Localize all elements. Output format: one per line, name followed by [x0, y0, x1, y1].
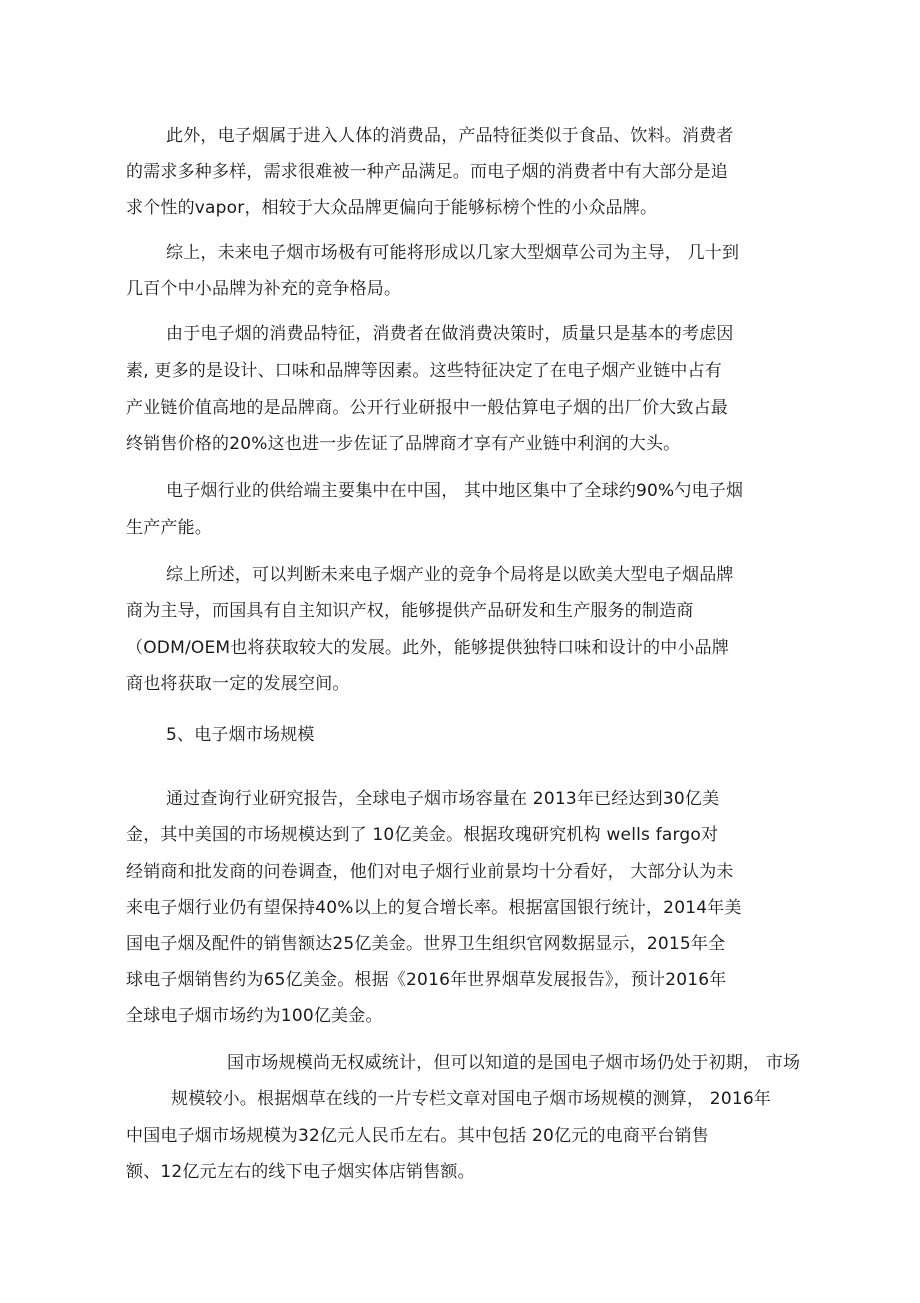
text-line: 求个性的vapor，相较于大众品牌更偏向于能够标榜个性的小众品牌。 — [126, 198, 658, 218]
text-line: 来电子烟行业仍有望保持40%以上的复合增长率。根据富国银行统计，2014年美 — [126, 898, 742, 918]
text-line: 金，其中美国的市场规模达到了 10亿美金。根据玫瑰研究机构 wells fargo对 — [126, 825, 719, 845]
text-line: 电子烟行业的供给端主要集中在中国， 其中地区集中了全球约90%勺电子烟 — [166, 481, 744, 501]
text-line: 球电子烟销售约为65亿美金。根据《2016年世界烟草发展报告》，预计2016年 — [126, 970, 727, 990]
text-line: 商为主导，而国具有自主知识产权，能够提供产品研发和生产服务的制造商 — [126, 601, 694, 621]
text-line: 由于电子烟的消费品特征，消费者在做消费决策时，质量只是基本的考虑因 — [166, 324, 734, 344]
text-line: 国市场规模尚无权威统计，但可以知道的是国电子烟市场仍处于初期， 市场 — [227, 1053, 801, 1073]
text-line: 几百个中小品牌为补充的竞争格局。 — [126, 279, 402, 299]
text-line: 的需求多种多样，需求很难被一种产品满足。而电子烟的消费者中有大部分是追 — [126, 162, 728, 182]
text-line: 通过查询行业研究报告，全球电子烟市场容量在 2013年已经达到30亿美 — [166, 789, 720, 809]
text-line: 额、12亿元左右的线下电子烟实体店销售额。 — [126, 1162, 475, 1182]
text-line: （ODM/OEM也将获取较大的发展。此外，能够提供独特口味和设计的中小品牌 — [126, 638, 730, 658]
text-line: 经销商和批发商的问卷调查，他们对电子烟行业前景均十分看好， 大部分认为未 — [126, 862, 734, 882]
text-line: 规模较小。根据烟草在线的一片专栏文章对国电子烟市场规模的测算， 2016年 — [171, 1089, 772, 1109]
section-heading: 5、电子烟市场规模 — [166, 725, 315, 745]
text-line: 商也将获取一定的发展空间。 — [126, 674, 350, 694]
text-line: 素, 更多的是设计、口味和品牌等因素。这些特征决定了在电子烟产业链中占有 — [126, 361, 723, 381]
text-line: 中国电子烟市场规模为32亿元人民币左右。其中包括 20亿元的电商平台销售 — [126, 1126, 709, 1146]
text-line: 生产产能。 — [126, 518, 212, 538]
text-line: 终销售价格的20%这也进一步佐证了品牌商才享有产业链中利润的大头。 — [126, 434, 681, 454]
text-line: 全球电子烟市场约为100亿美金。 — [126, 1006, 383, 1026]
text-line: 此外，电子烟属于进入人体的消费品，产品特征类似于食品、饮料。消费者 — [166, 126, 734, 146]
text-line: 综上，未来电子烟市场极有可能将形成以几家大型烟草公司为主导， 几十到 — [166, 243, 740, 263]
text-line: 综上所述，可以判断未来电子烟产业的竞争个局将是以欧美大型电子烟品牌 — [166, 565, 734, 585]
text-line: 产业链价值高地的是品牌商。公开行业研报中一般估算电子烟的出厂价大致占最 — [126, 398, 728, 418]
text-line: 国电子烟及配件的销售额达25亿美金。世界卫生组织官网数据显示，2015年全 — [126, 934, 726, 954]
